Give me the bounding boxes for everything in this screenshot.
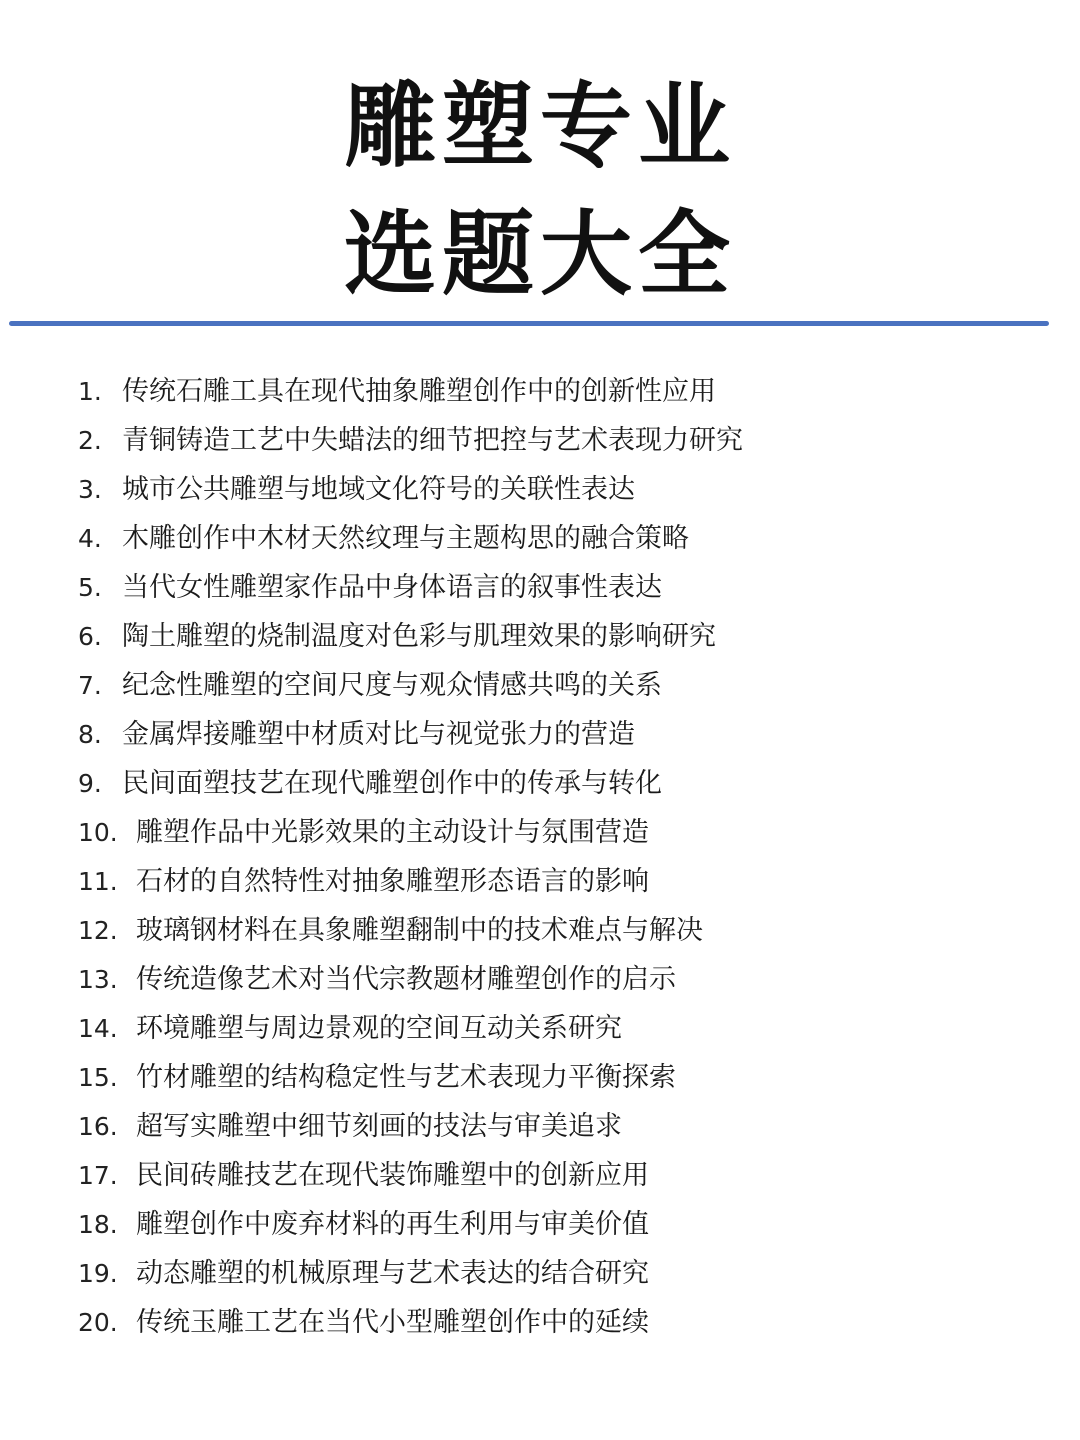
list-item-text: 动态雕塑的机械原理与艺术表达的结合研究	[136, 1258, 649, 1289]
list-item-number: 3.	[78, 475, 102, 504]
list-item-number: 13.	[78, 965, 118, 994]
list-item-text: 超写实雕塑中细节刻画的技法与审美追求	[136, 1111, 622, 1142]
list-item	[0, 808, 1080, 857]
list-item-number: 8.	[78, 720, 102, 749]
title-divider	[9, 321, 1049, 326]
list-item	[0, 1249, 1080, 1298]
list-item-number: 14.	[78, 1014, 118, 1043]
list-item	[0, 906, 1080, 955]
list-item-text: 金属焊接雕塑中材质对比与视觉张力的营造	[122, 719, 635, 750]
list-item-text: 雕塑创作中废弃材料的再生利用与审美价值	[136, 1209, 649, 1240]
list-item	[0, 563, 1080, 612]
list-item-number: 9.	[78, 769, 102, 798]
list-item	[0, 1053, 1080, 1102]
list-item	[0, 1102, 1080, 1151]
list-item	[0, 465, 1080, 514]
list-item-number: 10.	[78, 818, 118, 847]
list-item-text: 竹材雕塑的结构稳定性与艺术表现力平衡探索	[136, 1062, 676, 1093]
list-item-text: 环境雕塑与周边景观的空间互动关系研究	[136, 1013, 622, 1044]
list-item-text: 传统玉雕工艺在当代小型雕塑创作中的延续	[136, 1307, 649, 1338]
list-item-text: 雕塑作品中光影效果的主动设计与氛围营造	[136, 817, 649, 848]
page-title	[0, 62, 1080, 318]
list-item-number: 20.	[78, 1308, 118, 1337]
list-item-number: 11.	[78, 867, 118, 896]
list-item	[0, 514, 1080, 563]
list-item	[0, 710, 1080, 759]
list-item-text: 城市公共雕塑与地域文化符号的关联性表达	[122, 474, 635, 505]
list-item	[0, 759, 1080, 808]
title-line-1: 雕塑专业	[343, 72, 736, 180]
list-item	[0, 612, 1080, 661]
list-item-text: 传统石雕工具在现代抽象雕塑创作中的创新性应用	[122, 376, 716, 407]
list-item-number: 18.	[78, 1210, 118, 1239]
list-item	[0, 661, 1080, 710]
list-item-number: 6.	[78, 622, 102, 651]
list-item-number: 15.	[78, 1063, 118, 1092]
list-item-number: 16.	[78, 1112, 118, 1141]
list-item-text: 当代女性雕塑家作品中身体语言的叙事性表达	[122, 572, 662, 603]
title-line-2: 选题大全	[343, 200, 736, 308]
list-item	[0, 367, 1080, 416]
list-item-number: 7.	[78, 671, 102, 700]
list-item-text: 石材的自然特性对抽象雕塑形态语言的影响	[136, 866, 649, 897]
list-item-text: 民间面塑技艺在现代雕塑创作中的传承与转化	[122, 768, 662, 799]
list-item	[0, 955, 1080, 1004]
list-item	[0, 1151, 1080, 1200]
list-item	[0, 1200, 1080, 1249]
list-item-number: 1.	[78, 377, 102, 406]
list-item-text: 纪念性雕塑的空间尺度与观众情感共鸣的关系	[122, 670, 662, 701]
list-item-text: 青铜铸造工艺中失蜡法的细节把控与艺术表现力研究	[122, 425, 743, 456]
topic-list	[0, 367, 1080, 1347]
list-item-text: 传统造像艺术对当代宗教题材雕塑创作的启示	[136, 964, 676, 995]
list-item-text: 民间砖雕技艺在现代装饰雕塑中的创新应用	[136, 1160, 649, 1191]
list-item-number: 4.	[78, 524, 102, 553]
list-item	[0, 1004, 1080, 1053]
list-item-number: 17.	[78, 1161, 118, 1190]
list-item-number: 12.	[78, 916, 118, 945]
list-item-text: 陶土雕塑的烧制温度对色彩与肌理效果的影响研究	[122, 621, 716, 652]
list-item	[0, 1298, 1080, 1347]
list-item	[0, 857, 1080, 906]
list-item-text: 木雕创作中木材天然纹理与主题构思的融合策略	[122, 523, 689, 554]
list-item-number: 2.	[78, 426, 102, 455]
list-item	[0, 416, 1080, 465]
list-item-number: 5.	[78, 573, 102, 602]
list-item-text: 玻璃钢材料在具象雕塑翻制中的技术难点与解决	[136, 915, 703, 946]
list-item-number: 19.	[78, 1259, 118, 1288]
